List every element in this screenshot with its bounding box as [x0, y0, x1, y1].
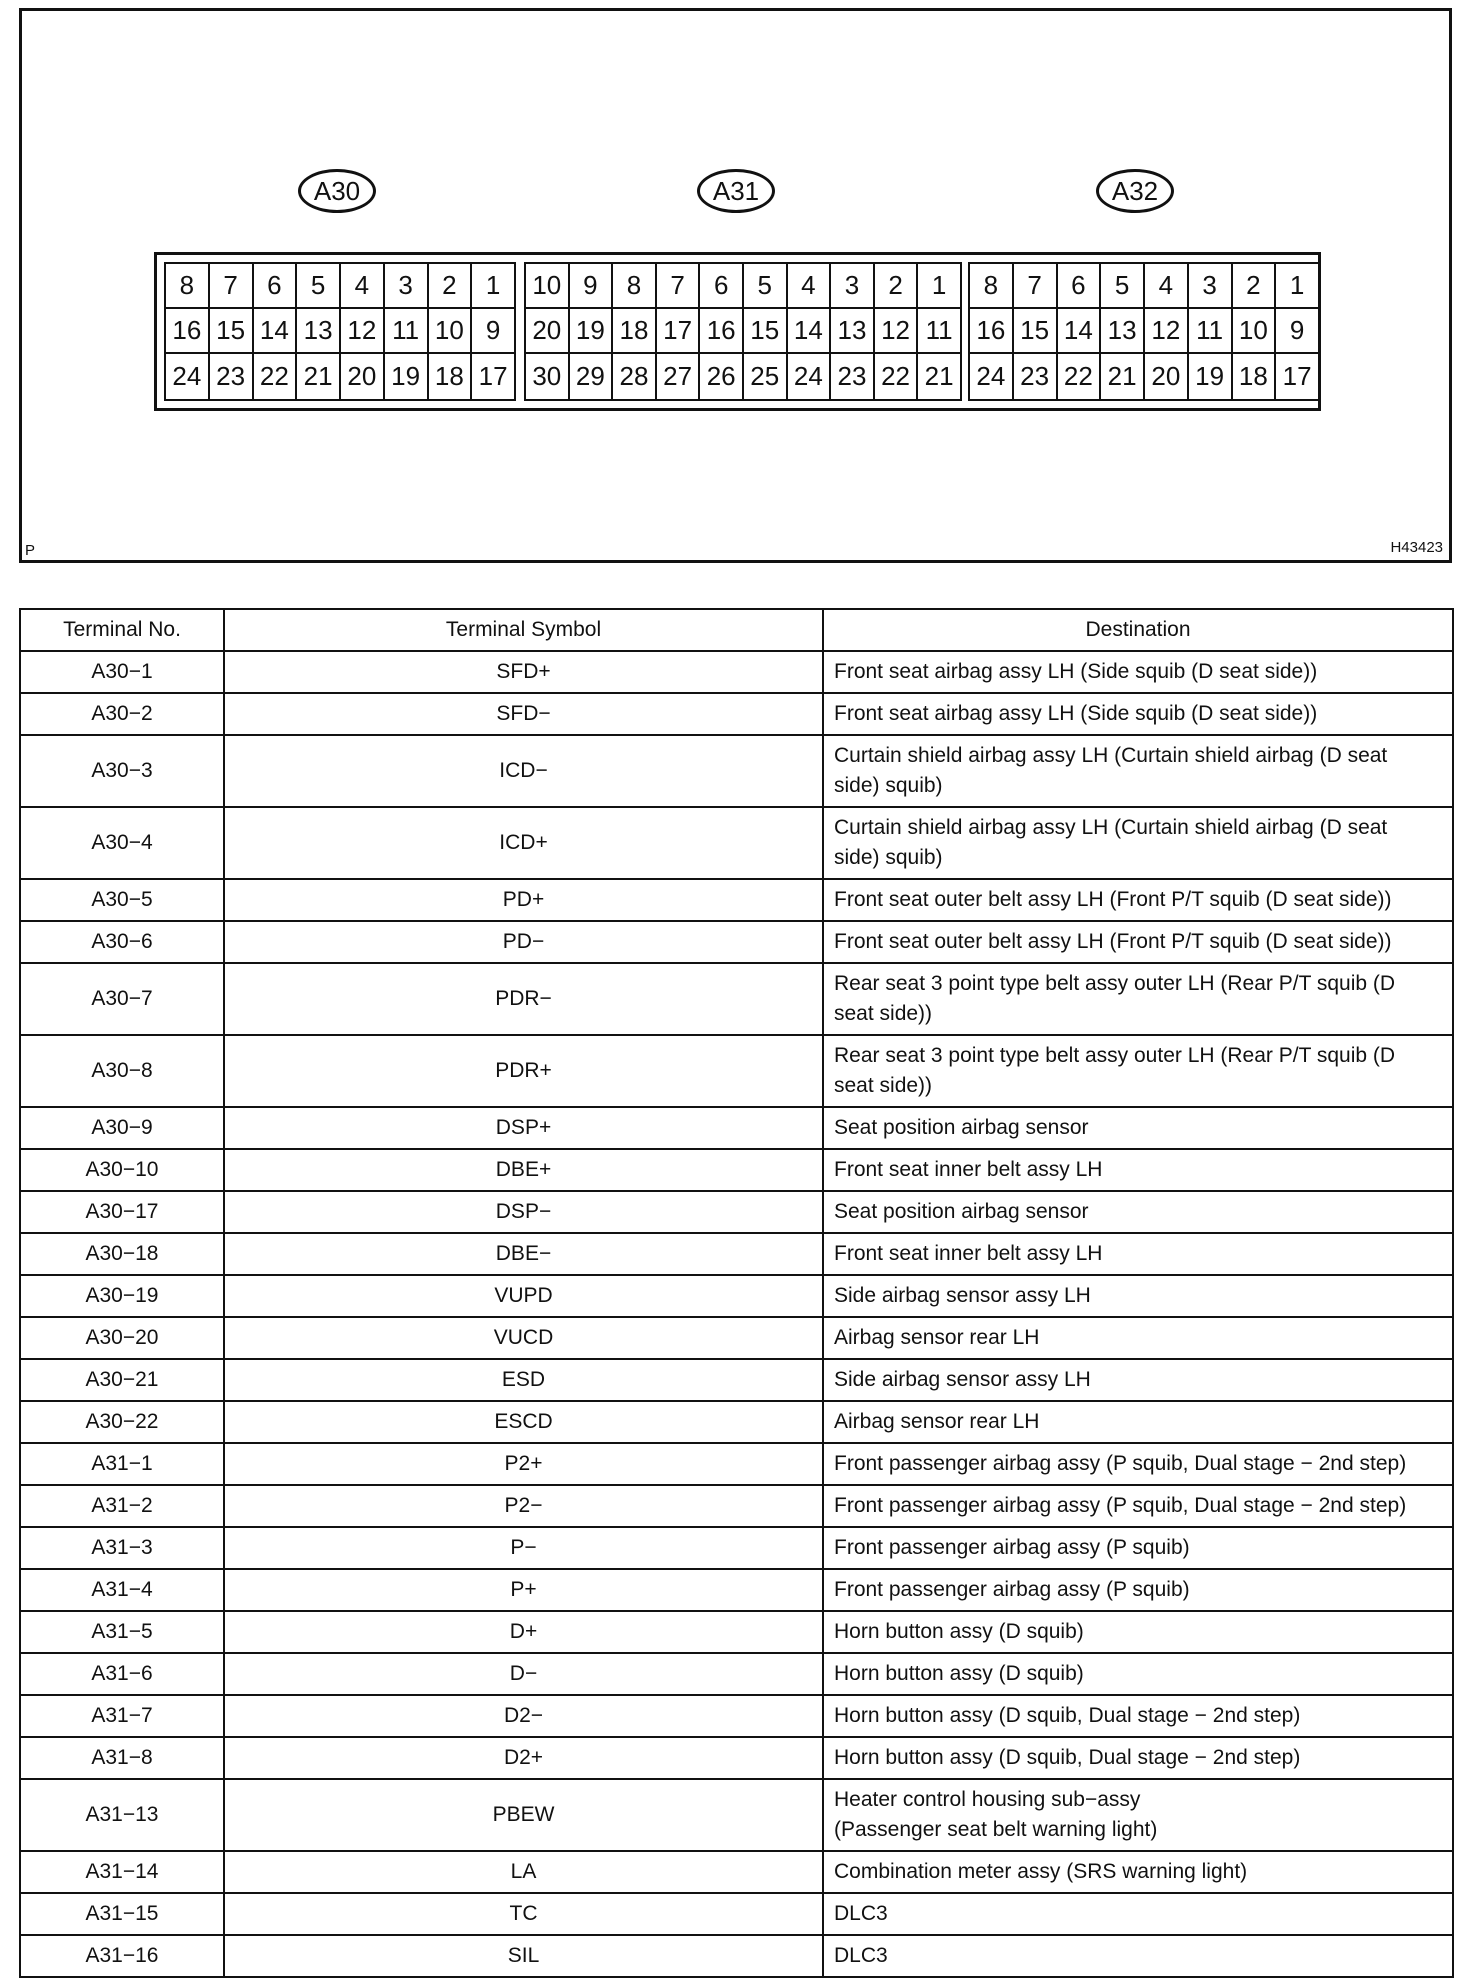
connector-pin: 13 — [297, 309, 341, 352]
connector-pin: 16 — [166, 309, 210, 352]
destination-line: Seat position airbag sensor — [834, 1200, 1089, 1223]
connector-pin: 6 — [1058, 264, 1102, 307]
connector-pin: 4 — [341, 264, 385, 307]
terminal-no-cell: A31−14 — [20, 1851, 224, 1893]
connector-pin: 20 — [526, 309, 570, 352]
connector-pin: 20 — [341, 354, 385, 399]
destination-line: seat side)) — [834, 1002, 933, 1025]
table-row — [20, 1485, 1453, 1527]
table-row — [20, 1149, 1453, 1191]
destination-line: Front seat outer belt assy LH (Front P/T squib (D seat side)) — [834, 888, 1392, 911]
connector-pin: 16 — [970, 309, 1014, 352]
destination-line: side) squib) — [834, 774, 943, 797]
terminal-no-cell: A30−9 — [20, 1107, 224, 1149]
terminal-no-cell: A30−8 — [20, 1035, 224, 1107]
destination-line: Combination meter assy (SRS warning light) — [834, 1860, 1248, 1883]
connector-pin: 13 — [831, 309, 875, 352]
connector-pin: 17 — [1282, 361, 1312, 391]
connector-pin: 12 — [875, 309, 919, 352]
terminal-symbol-cell: SFD+ — [224, 651, 823, 693]
connector-pin: 7 — [657, 264, 701, 307]
terminal-symbol-cell: ICD− — [224, 735, 823, 807]
pin-row — [970, 264, 1318, 309]
destination-line: Horn button assy (D squib) — [834, 1620, 1084, 1643]
table-row — [20, 1443, 1453, 1485]
connector-pin: 17 — [478, 361, 508, 391]
connector-pin: 11 — [385, 309, 429, 352]
connector-diagram — [19, 8, 1452, 563]
connector-pin: 1 — [931, 270, 947, 300]
connector-pin: 14 — [1058, 309, 1102, 352]
terminal-symbol-cell: DBE+ — [224, 1149, 823, 1191]
pin-row — [970, 354, 1318, 399]
table-row — [20, 735, 1453, 807]
terminal-symbol-cell: PD+ — [224, 879, 823, 921]
destination-cell — [823, 693, 1453, 735]
connector-pin: 30 — [526, 354, 570, 399]
connector-label-a32: A32 — [1096, 169, 1174, 213]
terminal-no-cell: A31−4 — [20, 1569, 224, 1611]
terminal-symbol-cell: D2− — [224, 1695, 823, 1737]
destination-line: Curtain shield airbag assy LH (Curtain shield airbag (D seat — [834, 744, 1388, 767]
pin-row — [526, 354, 960, 399]
terminal-symbol-cell: VUPD — [224, 1275, 823, 1317]
connector-pin: 28 — [613, 354, 657, 399]
destination-cell — [823, 1485, 1453, 1527]
connector-pin: 8 — [166, 264, 210, 307]
terminal-no-cell: A31−7 — [20, 1695, 224, 1737]
terminal-symbol-cell: D2+ — [224, 1737, 823, 1779]
pin-row — [970, 309, 1318, 354]
destination-line: Horn button assy (D squib) — [834, 1662, 1084, 1685]
table-row — [20, 807, 1453, 879]
destination-line: DLC3 — [834, 1944, 888, 1967]
destination-cell — [823, 1695, 1453, 1737]
connector-pin: 5 — [1101, 264, 1145, 307]
terminal-no-cell: A30−20 — [20, 1317, 224, 1359]
terminal-symbol-cell: SFD− — [224, 693, 823, 735]
table-row — [20, 1695, 1453, 1737]
table-row — [20, 1851, 1453, 1893]
destination-line: Front passenger airbag assy (P squib, Dual stage − 2nd step) — [834, 1494, 1407, 1517]
table-row — [20, 1527, 1453, 1569]
terminal-no-cell: A31−3 — [20, 1527, 224, 1569]
terminal-no-cell: A31−13 — [20, 1779, 224, 1851]
destination-line: Heater control housing sub−assy — [834, 1788, 1141, 1811]
destination-cell — [823, 1443, 1453, 1485]
connector-pin: 10 — [429, 309, 473, 352]
terminal-no-cell: A30−19 — [20, 1275, 224, 1317]
destination-line: seat side)) — [834, 1074, 933, 1097]
connector-pin: 8 — [970, 264, 1014, 307]
terminal-no-cell: A30−4 — [20, 807, 224, 879]
destination-line: DLC3 — [834, 1902, 888, 1925]
connector-block-a30 — [164, 262, 516, 401]
table-row — [20, 1317, 1453, 1359]
header-terminal-symbol: Terminal Symbol — [224, 609, 823, 651]
destination-cell — [823, 1611, 1453, 1653]
connector-pin: 17 — [657, 309, 701, 352]
connector-pin: 18 — [613, 309, 657, 352]
destination-cell — [823, 1851, 1453, 1893]
connector-pin: 5 — [297, 264, 341, 307]
destination-cell — [823, 1779, 1453, 1851]
destination-line: Front passenger airbag assy (P squib, Dual stage − 2nd step) — [834, 1452, 1407, 1475]
terminal-symbol-cell: TC — [224, 1893, 823, 1935]
destination-line: Horn button assy (D squib, Dual stage − 2nd step) — [834, 1704, 1301, 1727]
connector-pin: 1 — [485, 270, 501, 300]
connector-pin: 1 — [1289, 270, 1305, 300]
connector-pin: 6 — [700, 264, 744, 307]
terminal-symbol-cell: ESD — [224, 1359, 823, 1401]
connector-pin: 9 — [485, 315, 501, 345]
terminal-symbol-cell: PDR+ — [224, 1035, 823, 1107]
ecu-connector — [154, 252, 1321, 411]
connector-pin: 19 — [1189, 354, 1233, 399]
connector-pin: 2 — [1233, 264, 1277, 307]
connector-pin: 13 — [1101, 309, 1145, 352]
destination-cell — [823, 1653, 1453, 1695]
destination-cell — [823, 1527, 1453, 1569]
destination-line: Front seat airbag assy LH (Side squib (D seat side)) — [834, 660, 1318, 683]
connector-pin: 23 — [210, 354, 254, 399]
connector-pin: 12 — [341, 309, 385, 352]
table-row — [20, 1275, 1453, 1317]
connector-pin: 27 — [657, 354, 701, 399]
connector-pin: 2 — [875, 264, 919, 307]
connector-pin: 15 — [1014, 309, 1058, 352]
terminal-symbol-cell: LA — [224, 1851, 823, 1893]
connector-pin: 4 — [1145, 264, 1189, 307]
destination-cell — [823, 735, 1453, 807]
terminal-no-cell: A30−17 — [20, 1191, 224, 1233]
destination-cell — [823, 1149, 1453, 1191]
connector-pin: 21 — [1101, 354, 1145, 399]
terminal-symbol-cell: PBEW — [224, 1779, 823, 1851]
destination-cell — [823, 1737, 1453, 1779]
connector-pin: 21 — [924, 361, 954, 391]
table-row — [20, 1737, 1453, 1779]
terminal-no-cell: A30−18 — [20, 1233, 224, 1275]
connector-pin: 9 — [570, 264, 614, 307]
connector-pin: 14 — [788, 309, 832, 352]
connector-pin: 29 — [570, 354, 614, 399]
connector-pin: 3 — [1189, 264, 1233, 307]
terminal-symbol-cell: PD− — [224, 921, 823, 963]
table-row — [20, 1233, 1453, 1275]
terminal-no-cell: A30−3 — [20, 735, 224, 807]
destination-line: Front passenger airbag assy (P squib) — [834, 1536, 1190, 1559]
destination-cell — [823, 1233, 1453, 1275]
terminal-symbol-cell: VUCD — [224, 1317, 823, 1359]
pin-row — [166, 264, 514, 309]
destination-line: Front seat inner belt assy LH — [834, 1158, 1103, 1181]
pin-row — [166, 309, 514, 354]
destination-cell — [823, 1035, 1453, 1107]
destination-cell — [823, 1107, 1453, 1149]
destination-line: Airbag sensor rear LH — [834, 1326, 1040, 1349]
destination-line: Front passenger airbag assy (P squib) — [834, 1578, 1190, 1601]
table-row — [20, 1569, 1453, 1611]
table-row — [20, 879, 1453, 921]
destination-line: Rear seat 3 point type belt assy outer LH (Rear P/T squib (D — [834, 972, 1396, 995]
destination-cell — [823, 963, 1453, 1035]
connector-pin: 10 — [526, 264, 570, 307]
terminal-symbol-cell: DSP− — [224, 1191, 823, 1233]
connector-label-a30: A30 — [298, 169, 376, 213]
header-destination: Destination — [823, 609, 1453, 651]
table-row — [20, 1191, 1453, 1233]
connector-pin: 9 — [1289, 315, 1305, 345]
connector-pin: 11 — [1189, 309, 1233, 352]
terminal-no-cell: A31−16 — [20, 1935, 224, 1977]
terminal-symbol-cell: ICD+ — [224, 807, 823, 879]
terminal-symbol-cell: DSP+ — [224, 1107, 823, 1149]
destination-line: Side airbag sensor assy LH — [834, 1284, 1091, 1307]
connector-pin: 25 — [744, 354, 788, 399]
connector-pin: 6 — [254, 264, 298, 307]
destination-cell — [823, 1275, 1453, 1317]
terminal-symbol-cell: D− — [224, 1653, 823, 1695]
connector-pin: 3 — [385, 264, 429, 307]
connector-pin: 23 — [831, 354, 875, 399]
connector-pin: 7 — [210, 264, 254, 307]
connector-pin: 14 — [254, 309, 298, 352]
destination-cell — [823, 1191, 1453, 1233]
terminal-symbol-cell: P− — [224, 1527, 823, 1569]
table-row — [20, 693, 1453, 735]
connector-pin: 10 — [1233, 309, 1277, 352]
terminal-symbol-cell: P2+ — [224, 1443, 823, 1485]
table-row — [20, 1893, 1453, 1935]
table-row — [20, 1035, 1453, 1107]
connector-label-a31: A31 — [697, 169, 775, 213]
connector-pin: 5 — [744, 264, 788, 307]
destination-cell — [823, 921, 1453, 963]
destination-line: Front seat outer belt assy LH (Front P/T squib (D seat side)) — [834, 930, 1392, 953]
destination-cell — [823, 807, 1453, 879]
connector-pin: 24 — [166, 354, 210, 399]
table-row — [20, 1359, 1453, 1401]
connector-pin: 24 — [970, 354, 1014, 399]
destination-cell — [823, 879, 1453, 921]
destination-cell — [823, 1359, 1453, 1401]
terminal-symbol-cell: SIL — [224, 1935, 823, 1977]
terminal-symbol-cell: P+ — [224, 1569, 823, 1611]
terminal-symbol-cell: DBE− — [224, 1233, 823, 1275]
terminal-no-cell: A30−22 — [20, 1401, 224, 1443]
connector-pin: 23 — [1014, 354, 1058, 399]
connector-pin: 20 — [1145, 354, 1189, 399]
connector-pin: 22 — [1058, 354, 1102, 399]
destination-cell — [823, 1893, 1453, 1935]
destination-line: Seat position airbag sensor — [834, 1116, 1089, 1139]
destination-line: Side airbag sensor assy LH — [834, 1368, 1091, 1391]
terminal-no-cell: A31−6 — [20, 1653, 224, 1695]
connector-pin: 12 — [1145, 309, 1189, 352]
terminal-symbol-cell: P2− — [224, 1485, 823, 1527]
table-row — [20, 921, 1453, 963]
connector-block-a32 — [968, 262, 1320, 401]
connector-pin: 15 — [210, 309, 254, 352]
terminal-no-cell: A31−1 — [20, 1443, 224, 1485]
destination-cell — [823, 1935, 1453, 1977]
destination-line: Airbag sensor rear LH — [834, 1410, 1040, 1433]
terminal-no-cell: A30−1 — [20, 651, 224, 693]
table-row — [20, 1107, 1453, 1149]
terminal-no-cell: A30−6 — [20, 921, 224, 963]
destination-line: Rear seat 3 point type belt assy outer LH (Rear P/T squib (D — [834, 1044, 1396, 1067]
destination-line: Front seat airbag assy LH (Side squib (D seat side)) — [834, 702, 1318, 725]
connector-pin: 15 — [744, 309, 788, 352]
destination-line: Curtain shield airbag assy LH (Curtain shield airbag (D seat — [834, 816, 1388, 839]
connector-pin: 16 — [700, 309, 744, 352]
connector-pin: 24 — [788, 354, 832, 399]
terminal-symbol-cell: ESCD — [224, 1401, 823, 1443]
table-header-row — [20, 609, 1453, 651]
connector-pin: 18 — [1233, 354, 1277, 399]
connector-block-a31 — [524, 262, 962, 401]
table-row — [20, 651, 1453, 693]
header-terminal-no: Terminal No. — [20, 609, 224, 651]
connector-pin: 19 — [385, 354, 429, 399]
connector-pin: 11 — [925, 315, 953, 345]
destination-line: side) squib) — [834, 846, 943, 869]
terminal-no-cell: A30−7 — [20, 963, 224, 1035]
table-row — [20, 1779, 1453, 1851]
pin-row — [526, 264, 960, 309]
table-row — [20, 1401, 1453, 1443]
terminal-symbol-cell: PDR− — [224, 963, 823, 1035]
table-row — [20, 1935, 1453, 1977]
table-row — [20, 1611, 1453, 1653]
terminal-symbol-cell: D+ — [224, 1611, 823, 1653]
destination-cell — [823, 1401, 1453, 1443]
terminal-no-cell: A30−10 — [20, 1149, 224, 1191]
terminal-no-cell: A30−5 — [20, 879, 224, 921]
connector-pin: 19 — [570, 309, 614, 352]
connector-pin: 26 — [700, 354, 744, 399]
terminal-table — [19, 608, 1454, 1978]
destination-cell — [823, 1569, 1453, 1611]
terminal-no-cell: A31−8 — [20, 1737, 224, 1779]
terminal-no-cell: A31−2 — [20, 1485, 224, 1527]
terminal-no-cell: A30−2 — [20, 693, 224, 735]
connector-pin: 4 — [788, 264, 832, 307]
destination-line: Front seat inner belt assy LH — [834, 1242, 1103, 1265]
figure-code: H43423 — [1390, 539, 1443, 556]
connector-pin: 18 — [429, 354, 473, 399]
connector-pin: 22 — [875, 354, 919, 399]
corner-mark: P — [25, 542, 36, 559]
connector-pin: 21 — [297, 354, 341, 399]
destination-line: (Passenger seat belt warning light) — [834, 1818, 1158, 1841]
table-row — [20, 963, 1453, 1035]
destination-line: Horn button assy (D squib, Dual stage − 2nd step) — [834, 1746, 1301, 1769]
pin-row — [526, 309, 960, 354]
connector-pin: 2 — [429, 264, 473, 307]
destination-cell — [823, 1317, 1453, 1359]
pin-row — [166, 354, 514, 399]
connector-pin: 8 — [613, 264, 657, 307]
terminal-no-cell: A30−21 — [20, 1359, 224, 1401]
connector-pin: 22 — [254, 354, 298, 399]
table-row — [20, 1653, 1453, 1695]
connector-pin: 3 — [831, 264, 875, 307]
destination-cell — [823, 651, 1453, 693]
connector-pin: 7 — [1014, 264, 1058, 307]
terminal-no-cell: A31−5 — [20, 1611, 224, 1653]
terminal-no-cell: A31−15 — [20, 1893, 224, 1935]
